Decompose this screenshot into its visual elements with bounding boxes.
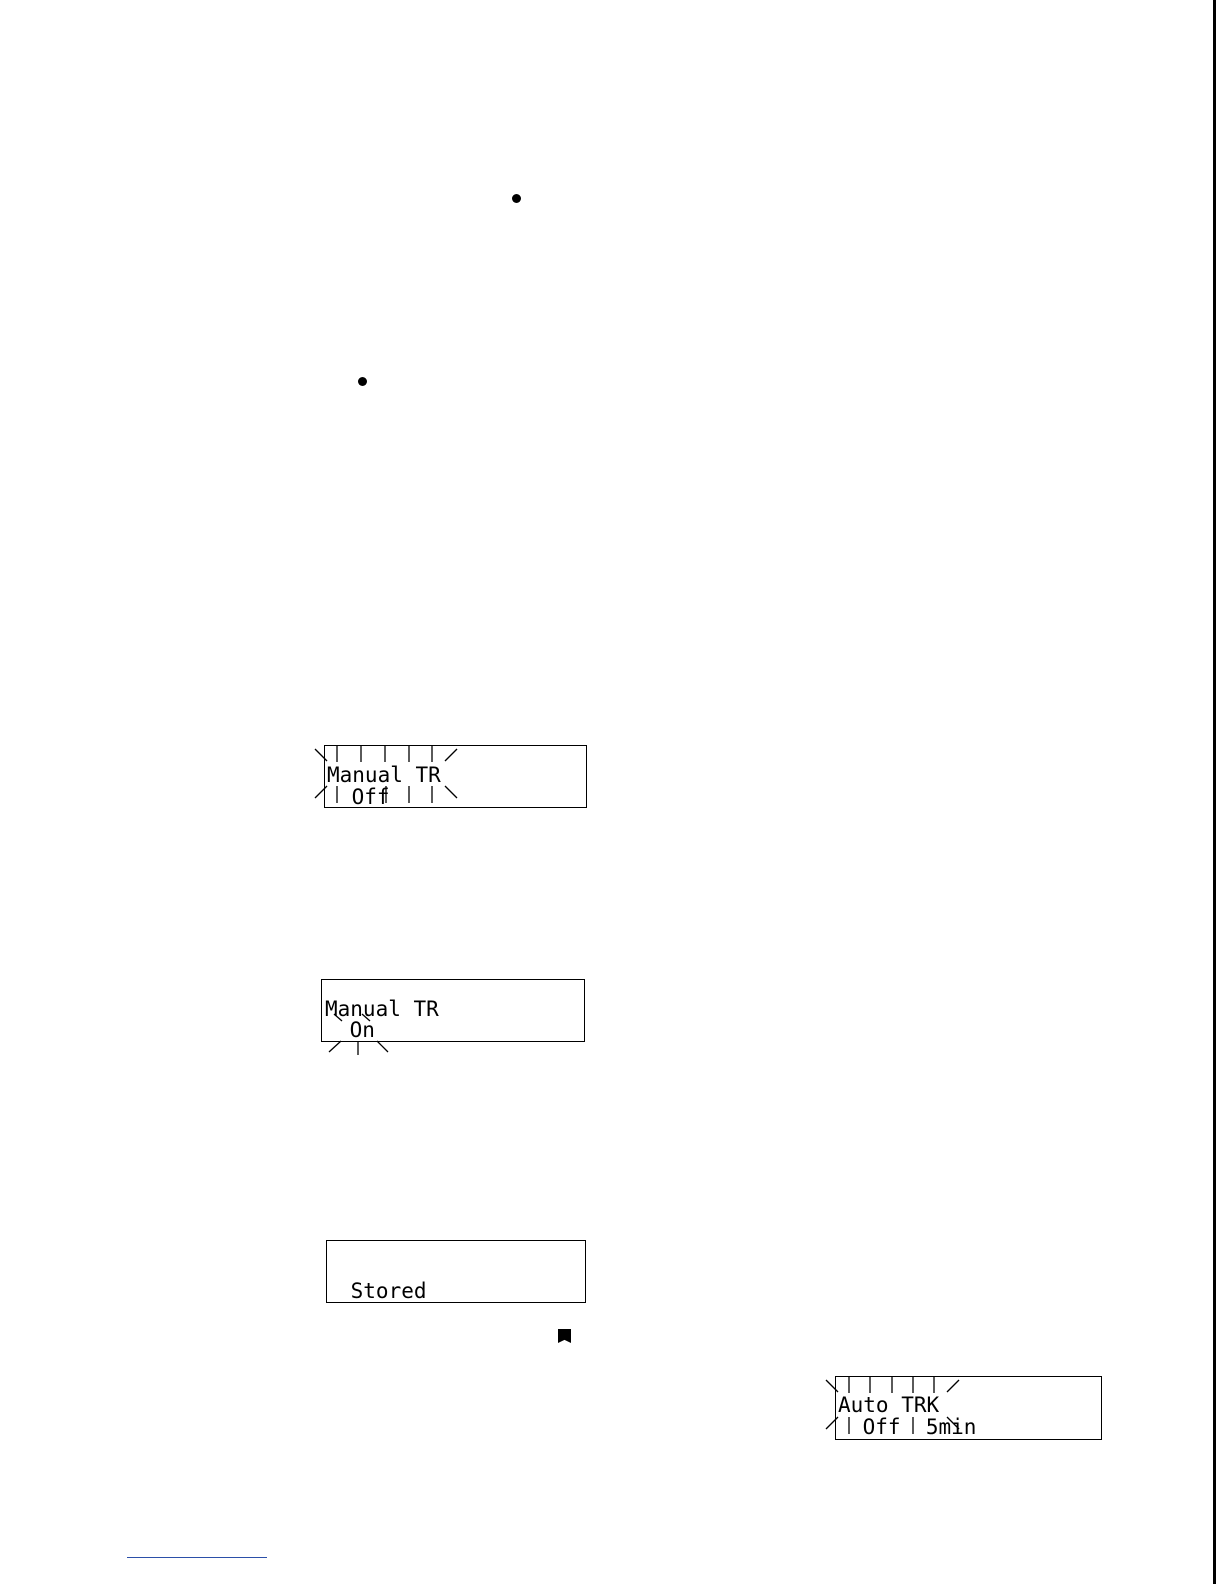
lcd-display-auto-trk	[835, 1376, 1102, 1440]
lcd-display-manual-tr-on	[321, 979, 585, 1042]
lcd-line-1: Manual TR	[325, 997, 439, 1021]
lcd-line-1: Auto TRK	[838, 1393, 940, 1417]
lcd-line-2: Off 5min	[850, 1415, 977, 1439]
bullet-icon	[512, 194, 521, 203]
footnote-separator	[127, 1557, 267, 1558]
page-edge-rule	[1213, 0, 1216, 1584]
end-mark-icon	[558, 1329, 571, 1343]
lcd-display-manual-tr-off	[324, 745, 587, 808]
lcd-line-2: Stored	[338, 1279, 427, 1303]
bullet-icon	[358, 377, 367, 386]
lcd-line-2: On	[337, 1018, 375, 1042]
lcd-line-1: Manual TR	[327, 763, 441, 787]
lcd-line-2: Off	[339, 785, 390, 809]
lcd-display-stored	[326, 1240, 586, 1303]
